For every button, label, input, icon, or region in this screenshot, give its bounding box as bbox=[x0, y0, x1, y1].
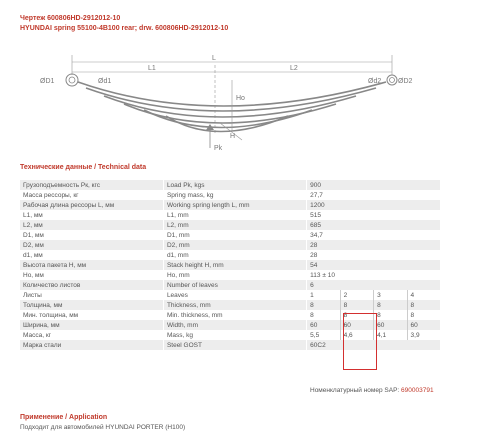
spec-label-en: d1, mm bbox=[163, 250, 306, 260]
spec-row bbox=[20, 290, 440, 300]
spec-row bbox=[20, 230, 440, 240]
spec-value: 34,7 bbox=[307, 230, 440, 240]
spec-value: 27,7 bbox=[307, 190, 440, 200]
eye-left bbox=[66, 74, 78, 86]
spec-label-en: D1, mm bbox=[163, 230, 306, 240]
sap-number bbox=[310, 387, 434, 394]
spec-value-leaf-2: 2 bbox=[340, 290, 373, 300]
spec-value: 28 bbox=[307, 250, 440, 260]
spec-label-ru: L1, мм bbox=[20, 210, 163, 220]
eye-right bbox=[387, 75, 397, 85]
spec-value: 1200 bbox=[307, 200, 440, 210]
spec-label-ru: D1, мм bbox=[20, 230, 163, 240]
drawing-number: Чертеж 600806HD-2912012-10 bbox=[20, 15, 121, 22]
spec-value-leaf-4: 8 bbox=[407, 300, 440, 310]
spec-row bbox=[20, 210, 440, 220]
spec-value-leaf-1: 8 bbox=[307, 310, 340, 320]
spec-label-ru: Ho, мм bbox=[20, 270, 163, 280]
spec-value: 54 bbox=[307, 260, 440, 270]
highlight-leaf-2-column bbox=[343, 313, 377, 370]
spec-label-en: Steel GOST bbox=[163, 340, 306, 350]
spec-value-leaf-3: 8 bbox=[374, 300, 407, 310]
spec-value-leaf-4: 8 bbox=[407, 310, 440, 320]
spec-row bbox=[20, 240, 440, 250]
spec-value-leaf-1: 8 bbox=[307, 300, 340, 310]
spec-value-leaf-3: 4,1 bbox=[374, 330, 407, 340]
label-L1: L1 bbox=[148, 65, 156, 72]
spec-value-leaf-2: 8 bbox=[340, 300, 373, 310]
sap-label: Номенклатурный номер SAP: bbox=[310, 387, 400, 394]
spec-label-en: Mass, kg bbox=[163, 330, 306, 340]
label-d1: Ød1 bbox=[98, 78, 112, 85]
technical-data-title: Технические данные / Technical data bbox=[20, 164, 147, 171]
spec-row bbox=[20, 200, 440, 210]
spec-label-en: Number of leaves bbox=[163, 280, 306, 290]
spec-value-leaf-4: 3,9 bbox=[407, 330, 440, 340]
spec-value: 900 bbox=[307, 180, 440, 190]
spec-label-en: L1, mm bbox=[163, 210, 306, 220]
spec-value: 685 bbox=[307, 220, 440, 230]
spec-row bbox=[20, 180, 440, 190]
spec-value-leaf-1: 5,5 bbox=[307, 330, 340, 340]
spec-label-ru: Количество листов bbox=[20, 280, 163, 290]
spec-value: 6 bbox=[307, 280, 440, 290]
spec-label-ru: Рабочая длина рессоры L, мм bbox=[20, 200, 163, 210]
spec-value-leaf-4: 60 bbox=[407, 320, 440, 330]
leaf-spring-diagram bbox=[20, 50, 440, 160]
label-H: H bbox=[230, 133, 236, 140]
spec-value-leaf-4: 4 bbox=[407, 290, 440, 300]
spec-label-ru: Листы bbox=[20, 290, 163, 300]
spec-table bbox=[20, 180, 440, 350]
spec-row bbox=[20, 260, 440, 270]
drawing-description: HYUNDAI spring 55100-4B100 rear; drw. 600806HD-2912012-10 bbox=[20, 24, 229, 32]
spec-label-en: Load Pk, kgs bbox=[163, 180, 306, 190]
spec-label-ru: Масса, кг bbox=[20, 330, 163, 340]
spec-label-ru: d1, мм bbox=[20, 250, 163, 260]
spec-table-body bbox=[20, 180, 440, 350]
spec-value-leaf-3: 8 bbox=[374, 310, 407, 320]
label-L2: L2 bbox=[290, 65, 298, 72]
label-D1: ØD1 bbox=[40, 78, 55, 85]
spec-value-leaf-2: 60 bbox=[340, 320, 373, 330]
spec-label-en: Ho, mm bbox=[163, 270, 306, 280]
spec-value-leaf-2: 4,6 bbox=[340, 330, 373, 340]
spec-row bbox=[20, 330, 440, 340]
label-d2: Ød2 bbox=[368, 78, 382, 85]
spec-label-ru: Масса рессоры, кг bbox=[20, 190, 163, 200]
spec-label-ru: D2, мм bbox=[20, 240, 163, 250]
spec-label-ru: L2, мм bbox=[20, 220, 163, 230]
spec-label-en: Thickness, mm bbox=[163, 300, 306, 310]
spec-label-ru: Ширина, мм bbox=[20, 320, 163, 330]
spec-value: 113 ± 10 bbox=[307, 270, 440, 280]
spec-row bbox=[20, 250, 440, 260]
spec-row bbox=[20, 220, 440, 230]
application-text: Подходит для автомобилей HYUNDAI PORTER (H100) bbox=[20, 424, 186, 431]
spec-label-en: Width, mm bbox=[163, 320, 306, 330]
spec-row bbox=[20, 310, 440, 320]
spec-label-ru: Марка стали bbox=[20, 340, 163, 350]
label-Ho: Ho bbox=[236, 95, 245, 102]
application-title: Применение / Application bbox=[20, 414, 108, 421]
spec-label-en: L2, mm bbox=[163, 220, 306, 230]
spec-value-leaf-1: 60 bbox=[307, 320, 340, 330]
spec-row bbox=[20, 300, 440, 310]
spec-label-en: Spring mass, kg bbox=[163, 190, 306, 200]
spec-label-en: D2, mm bbox=[163, 240, 306, 250]
spec-row bbox=[20, 270, 440, 280]
spec-label-ru: Толщина, мм bbox=[20, 300, 163, 310]
spec-label-en: Working spring length L, mm bbox=[163, 200, 306, 210]
drawing-header bbox=[20, 14, 228, 33]
label-L: L bbox=[212, 55, 216, 62]
spec-value-leaf-1: 1 bbox=[307, 290, 340, 300]
spec-row bbox=[20, 280, 440, 290]
spec-value-leaf-3: 60 bbox=[374, 320, 407, 330]
spec-row bbox=[20, 190, 440, 200]
spec-label-en: Leaves bbox=[163, 290, 306, 300]
spec-label-ru: Мин. толщина, мм bbox=[20, 310, 163, 320]
spec-label-ru: Грузоподъемность Pк, кгс bbox=[20, 180, 163, 190]
label-Pk: Pk bbox=[214, 145, 223, 152]
spec-row bbox=[20, 320, 440, 330]
spec-row bbox=[20, 340, 440, 350]
sap-value: 690003791 bbox=[401, 387, 434, 394]
spec-label-ru: Высота пакета H, мм bbox=[20, 260, 163, 270]
eye-left-inner bbox=[69, 77, 75, 83]
spec-label-en: Min. thickness, mm bbox=[163, 310, 306, 320]
label-D2: ØD2 bbox=[398, 78, 413, 85]
spec-value-leaf-2: 8 bbox=[340, 310, 373, 320]
spec-value-leaf-3: 3 bbox=[374, 290, 407, 300]
leaf-2 bbox=[86, 88, 376, 111]
eye-right-inner bbox=[390, 78, 395, 83]
spec-label-en: Stack height H, mm bbox=[163, 260, 306, 270]
spec-value: 28 bbox=[307, 240, 440, 250]
spec-value: 60С2 bbox=[307, 340, 440, 350]
spec-value: 515 bbox=[307, 210, 440, 220]
